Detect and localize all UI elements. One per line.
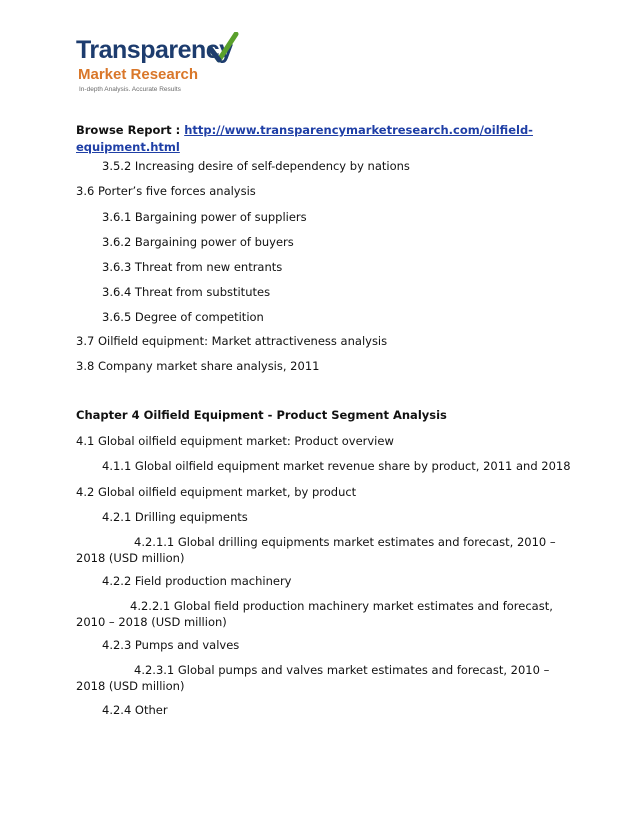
toc-item: 3.7 Oilfield equipment: Market attractiveness analysis (76, 334, 388, 348)
company-logo (76, 36, 246, 98)
logo-subtitle: Market Research (78, 66, 199, 83)
browse-label: Browse Report : (76, 123, 181, 137)
toc-item: 4.2 Global oilfield equipment market, by product (76, 485, 357, 499)
toc-item: 4.2.3 Pumps and valves (102, 638, 240, 652)
toc-item: 4.2.4 Other (102, 703, 168, 717)
chapter-heading: Chapter 4 Oilfield Equipment - Product Segment Analysis (76, 408, 447, 422)
logo-tagline: In-depth Analysis. Accurate Results (79, 86, 181, 93)
toc-item: 4.1 Global oilfield equipment market: Product overview (76, 434, 394, 448)
report-link[interactable]: http://www.transparencymarketresearch.com/oilfield-equipment.html (76, 123, 533, 154)
toc-item: 3.6.3 Threat from new entrants (102, 260, 283, 274)
checkmark-icon (206, 32, 240, 66)
toc-item: 3.6 Porter’s five forces analysis (76, 184, 256, 198)
toc-item: 3.5.2 Increasing desire of self-dependency by nations (102, 159, 410, 173)
toc-item: 4.2.1.1 Global drilling equipments market estimates and forecast, 2010 – 2018 (USD million) (76, 535, 556, 565)
toc-item: 3.6.4 Threat from substitutes (102, 285, 271, 299)
toc-item: 3.6.1 Bargaining power of suppliers (102, 210, 307, 224)
browse-report-line (76, 122, 556, 156)
toc-item: 3.6.5 Degree of competition (102, 310, 264, 324)
toc-item: 4.2.2 Field production machinery (102, 574, 292, 588)
toc-item: 4.1.1 Global oilfield equipment market revenue share by product, 2011 and 2018 (102, 459, 571, 473)
toc-item: 3.6.2 Bargaining power of buyers (102, 235, 294, 249)
toc-item: 3.8 Company market share analysis, 2011 (76, 359, 320, 373)
toc-item: 4.2.1 Drilling equipments (102, 510, 248, 524)
logo-name: Transparency (76, 36, 233, 64)
toc-item: 4.2.3.1 Global pumps and valves market estimates and forecast, 2010 – 2018 (USD million) (76, 663, 550, 693)
toc-item: 4.2.2.1 Global field production machinery market estimates and forecast, 2010 – 2018 (USD million) (76, 599, 553, 629)
